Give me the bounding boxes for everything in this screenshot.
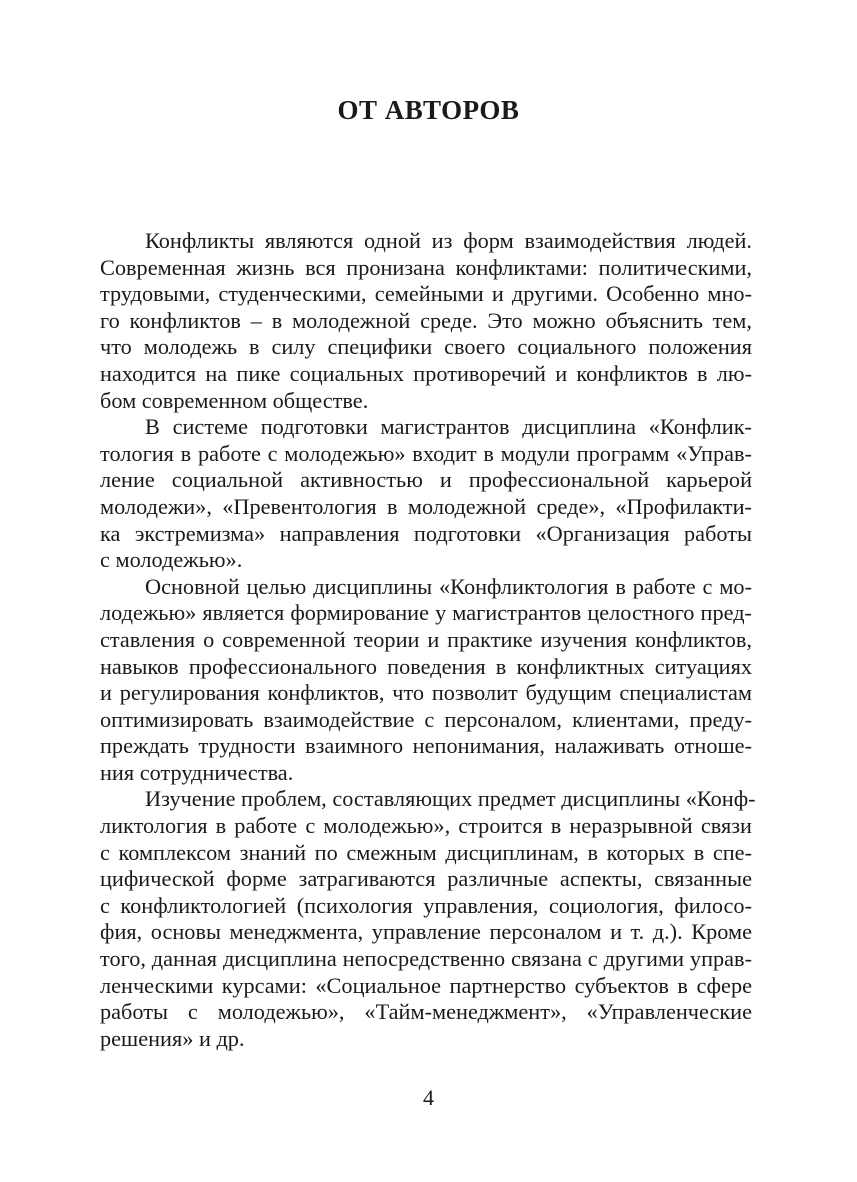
- paragraph-4: [100, 786, 756, 1052]
- text-line: с конфликтологией (психология управления, социология, филосо-: [100, 892, 752, 918]
- text-line: ка экстремизма» направления подготовки «Организация работы: [100, 520, 752, 546]
- text-line: лодежью» является формирование у магистрантов целостного пред-: [100, 600, 752, 626]
- text-line: цифической форме затрагиваются различные аспекты, связанные: [100, 866, 752, 892]
- text-line: ставления о современной теории и практике изучения конфликтов,: [100, 626, 752, 652]
- text-line: Основной целью дисциплины «Конфликтология в работе с мо-: [145, 573, 752, 599]
- text-line: с молодежью».: [100, 547, 243, 573]
- page-heading: ОТ АВТОРОВ: [337, 95, 520, 125]
- text-line: В системе подготовки магистрантов дисциплина «Конфлик-: [145, 414, 752, 440]
- body-text: [100, 228, 756, 1052]
- text-line: ликтология в работе с молодежью», строится в неразрывной связи: [100, 813, 752, 839]
- text-line: находится на пике социальных противоречий и конфликтов в лю-: [100, 360, 752, 386]
- text-line: преждать трудности взаимного непонимания, налаживать отноше-: [100, 733, 752, 759]
- text-line: ленческими курсами: «Социальное партнерство субъектов в сфере: [100, 972, 752, 998]
- text-line: ния сотрудничества.: [100, 759, 294, 785]
- text-line: навыков профессионального поведения в конфликтных ситуациях: [100, 653, 752, 679]
- text-line: ление социальной активностью и профессиональной карьерой: [100, 467, 752, 493]
- text-line: что молодежь в силу специфики своего социального положения: [100, 334, 752, 360]
- text-line: Изучение проблем, составляющих предмет дисциплины «Конф-: [145, 786, 756, 812]
- text-line: тология в работе с молодежью» входит в модули программ «Управ-: [100, 440, 752, 466]
- text-line: Конфликты являются одной из форм взаимодействия людей.: [145, 228, 752, 253]
- text-line: трудовыми, студенческими, семейными и другими. Особенно мно-: [100, 281, 752, 307]
- text-line: оптимизировать взаимодействие с персоналом, клиентами, преду-: [100, 706, 752, 732]
- text-line: того, данная дисциплина непосредственно связана с другими управ-: [100, 946, 752, 972]
- text-line: Современная жизнь вся пронизана конфликтами: политическими,: [100, 254, 752, 280]
- text-line: работы с молодежью», «Тайм-менеджмент», «Управленческие: [100, 999, 752, 1025]
- paragraph-3: [100, 574, 752, 787]
- text-line: с комплексом знаний по смежным дисциплинам, в которых в спе-: [100, 839, 752, 865]
- text-line: и регулирования конфликтов, что позволит будущим специалистам: [100, 680, 752, 706]
- paragraph-2: [100, 414, 752, 574]
- text-line: фия, основы менеджмента, управление персоналом и т. д.). Кроме: [100, 919, 752, 945]
- text-line: го конфликтов – в молодежной среде. Это можно объяснить тем,: [100, 307, 752, 333]
- paragraph-1: [100, 228, 752, 414]
- text-line: бом современном обществе.: [100, 387, 369, 413]
- text-line: решения» и др.: [100, 1025, 245, 1051]
- text-line: молодежи», «Превентология в молодежной среде», «Профилакти-: [100, 493, 752, 519]
- page-number: 4: [423, 1085, 434, 1110]
